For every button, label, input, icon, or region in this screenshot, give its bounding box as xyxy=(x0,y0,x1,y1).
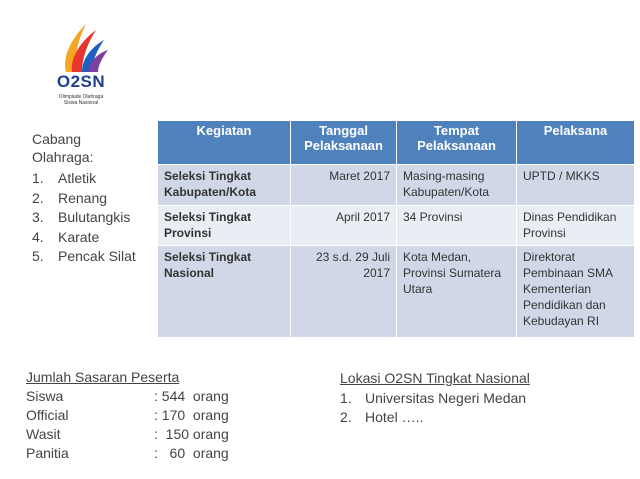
list-label: Pencak Silat xyxy=(58,248,136,264)
list-item xyxy=(32,208,136,228)
cell-pelaksana: Dinas Pendidikan Provinsi xyxy=(517,206,635,246)
cabang-title: Olahraga: xyxy=(32,149,94,165)
list-label: Universitas Negeri Medan xyxy=(365,390,527,406)
logo-subtitle: Olimpiade Olahraga xyxy=(58,94,104,100)
list-number: 2. xyxy=(340,409,352,425)
cell-tempat: 34 Provinsi xyxy=(397,206,517,246)
logo-subtitle: Siswa Nasional xyxy=(63,100,99,106)
list-item xyxy=(32,189,136,209)
sasaran-title: Jumlah Sasaran Peserta xyxy=(26,369,180,385)
sasaran-row xyxy=(26,388,229,407)
list-item xyxy=(32,169,136,189)
cell-kegiatan: Seleksi Tingkat Kabupaten/Kota xyxy=(158,165,291,206)
cabang-olahraga xyxy=(32,130,136,267)
list-item xyxy=(340,390,530,409)
table-row xyxy=(158,246,635,338)
cell-tanggal: Maret 2017 xyxy=(291,165,397,206)
lokasi-title: Lokasi O2SN Tingkat Nasional xyxy=(340,370,530,386)
o2sn-flame-icon xyxy=(52,20,110,74)
jumlah-sasaran xyxy=(26,369,229,464)
sasaran-row xyxy=(26,426,229,445)
list-label: Atletik xyxy=(58,170,97,186)
list-number: 5. xyxy=(32,248,44,264)
list-item xyxy=(32,228,136,248)
list-number: 2. xyxy=(32,189,44,206)
cell-tempat: Kota Medan, Provinsi Sumatera Utara xyxy=(397,246,517,338)
table-header-row xyxy=(158,121,635,165)
sasaran-label: Panitia xyxy=(26,445,69,461)
sasaran-label: Official xyxy=(26,407,69,423)
list-label: Karate xyxy=(58,228,100,245)
o2sn-logo xyxy=(46,20,116,104)
cell-pelaksana: UPTD / MKKS xyxy=(517,165,635,206)
header-tempat: Tempat Pelaksanaan xyxy=(397,121,517,165)
schedule-table xyxy=(157,120,635,338)
list-label: Hotel ….. xyxy=(365,409,424,425)
lokasi-nasional xyxy=(340,370,530,428)
sasaran-label: Siswa xyxy=(26,388,64,404)
list-item xyxy=(32,247,136,267)
cabang-list xyxy=(32,169,136,267)
sasaran-value: : 60 orang xyxy=(154,445,229,461)
list-label: Renang xyxy=(58,189,108,206)
list-item xyxy=(340,409,530,428)
table-row xyxy=(158,165,635,206)
cell-pelaksana: Direktorat Pembinaan SMA Kementerian Pendidikan dan Kebudayan RI xyxy=(517,246,635,338)
list-number: 1. xyxy=(32,170,44,186)
sasaran-row xyxy=(26,445,229,464)
sasaran-label: Wasit xyxy=(26,426,61,442)
cell-kegiatan: Seleksi Tingkat Nasional xyxy=(158,246,291,338)
sasaran-value: : 150 orang xyxy=(154,426,229,442)
list-number: 3. xyxy=(32,209,44,225)
sasaran-value: : 170 orang xyxy=(154,407,229,423)
cell-tanggal: April 2017 xyxy=(291,206,397,246)
cabang-title: Cabang xyxy=(32,131,82,147)
header-kegiatan: Kegiatan xyxy=(158,121,291,165)
list-number: 1. xyxy=(340,390,352,406)
list-number: 4. xyxy=(32,228,44,245)
header-tanggal: Tanggal Pelaksanaan xyxy=(291,121,397,165)
header-pelaksana: Pelaksana xyxy=(517,121,635,165)
logo-text: O2SN xyxy=(56,72,106,91)
cell-kegiatan: Seleksi Tingkat Provinsi xyxy=(158,206,291,246)
table-row xyxy=(158,206,635,246)
list-label: Bulutangkis xyxy=(58,209,131,225)
cell-tempat: Masing-masing Kabupaten/Kota xyxy=(397,165,517,206)
cell-tanggal: 23 s.d. 29 Juli 2017 xyxy=(291,246,397,338)
sasaran-value: : 544 orang xyxy=(154,388,229,404)
sasaran-row xyxy=(26,407,229,426)
